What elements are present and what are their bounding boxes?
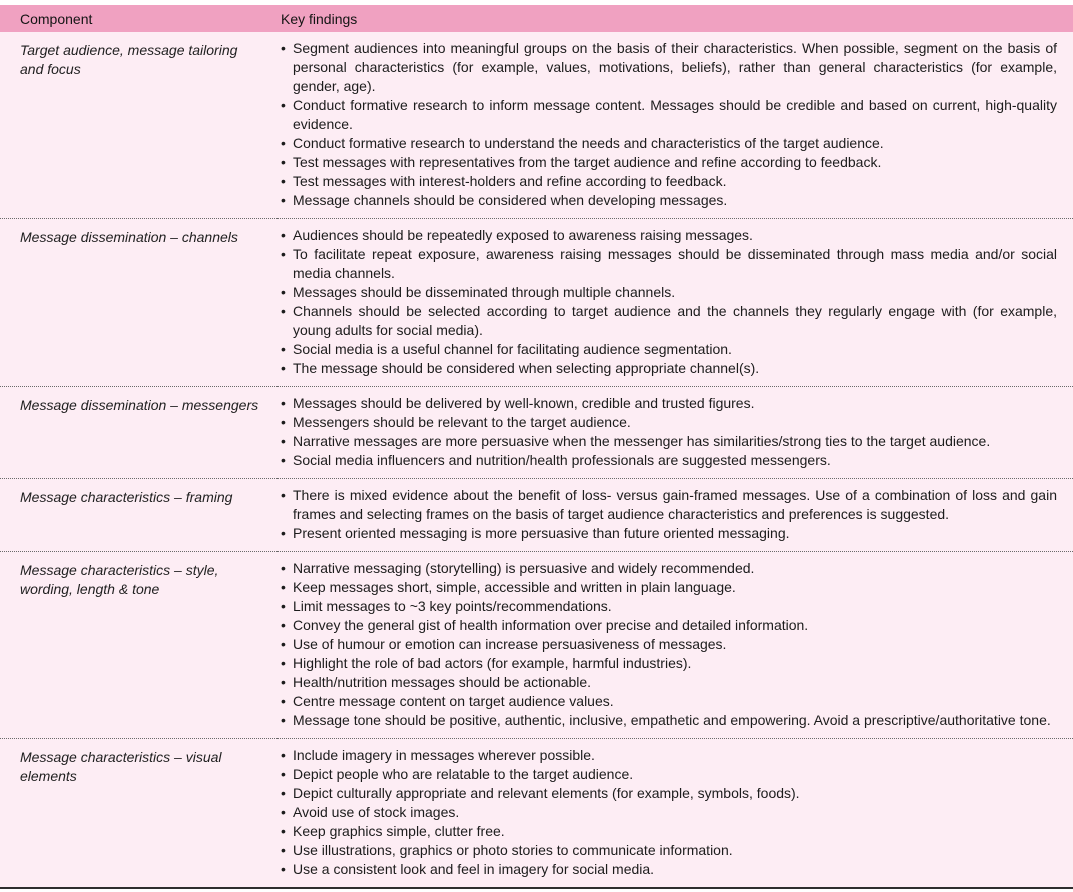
- component-cell: Message dissemination – channels: [0, 219, 277, 387]
- table-row: [0, 32, 1073, 219]
- findings-list: [279, 39, 1057, 210]
- finding-item: • Use a consistent look and feel in imagery for social media.: [279, 860, 1057, 879]
- finding-item: • Conduct formative research to inform message content. Messages should be credible and based on current, high-quality evidence.: [279, 96, 1057, 134]
- finding-item: • Convey the general gist of health information over precise and detailed information.: [279, 616, 1057, 635]
- table-row: [0, 739, 1073, 889]
- finding-item: • Message tone should be positive, authentic, inclusive, empathetic and empowering. Avoid a prescriptive/authoritative tone.: [279, 711, 1057, 730]
- finding-item: • Social media is a useful channel for facilitating audience segmentation.: [279, 340, 1057, 359]
- findings-list: [279, 486, 1057, 543]
- finding-item: • Conduct formative research to understand the needs and characteristics of the target audience.: [279, 134, 1057, 153]
- finding-item: • There is mixed evidence about the benefit of loss- versus gain-framed messages. Use of a combination of loss and gain frames and selecting frames on the basis of target audience characteristics and preferences is suggested.: [279, 486, 1057, 524]
- findings-cell: [277, 739, 1073, 889]
- table-body: [0, 32, 1073, 888]
- finding-item: • Segment audiences into meaningful groups on the basis of their characteristics. When possible, segment on the basis of personal characteristics (for example, values, motivations, beliefs), rather than general characteristics (for example, gender, age).: [279, 39, 1057, 96]
- finding-item: • Health/nutrition messages should be actionable.: [279, 673, 1057, 692]
- key-findings-table: [0, 5, 1073, 889]
- finding-item: • Highlight the role of bad actors (for example, harmful industries).: [279, 654, 1057, 673]
- table-row: [0, 552, 1073, 739]
- finding-item: • Limit messages to ~3 key points/recommendations.: [279, 597, 1057, 616]
- finding-item: • Messages should be disseminated through multiple channels.: [279, 283, 1057, 302]
- findings-list: [279, 394, 1057, 470]
- component-cell: Message characteristics – style, wording, length & tone: [0, 552, 277, 739]
- findings-cell: [277, 479, 1073, 552]
- table-row: [0, 479, 1073, 552]
- finding-item: • The message should be considered when selecting appropriate channel(s).: [279, 359, 1057, 378]
- table-row: [0, 219, 1073, 387]
- finding-item: • Message channels should be considered when developing messages.: [279, 191, 1057, 210]
- finding-item: • Messages should be delivered by well-known, credible and trusted figures.: [279, 394, 1057, 413]
- findings-cell: [277, 219, 1073, 387]
- finding-item: • Narrative messaging (storytelling) is persuasive and widely recommended.: [279, 559, 1057, 578]
- finding-item: • Avoid use of stock images.: [279, 803, 1057, 822]
- finding-item: • Depict culturally appropriate and relevant elements (for example, symbols, foods).: [279, 784, 1057, 803]
- component-cell: Message dissemination – messengers: [0, 387, 277, 479]
- finding-item: • Include imagery in messages wherever possible.: [279, 746, 1057, 765]
- column-header-key-findings: Key findings: [277, 5, 1073, 32]
- column-header-component: Component: [0, 5, 277, 32]
- component-cell: Message characteristics – framing: [0, 479, 277, 552]
- finding-item: • Social media influencers and nutrition/health professionals are suggested messengers.: [279, 451, 1057, 470]
- findings-list: [279, 746, 1057, 879]
- findings-cell: [277, 32, 1073, 219]
- component-cell: Message characteristics – visual elements: [0, 739, 277, 889]
- finding-item: • Keep messages short, simple, accessible and written in plain language.: [279, 578, 1057, 597]
- finding-item: • Present oriented messaging is more persuasive than future oriented messaging.: [279, 524, 1057, 543]
- findings-cell: [277, 387, 1073, 479]
- component-cell: Target audience, message tailoring and focus: [0, 32, 277, 219]
- findings-list: [279, 226, 1057, 378]
- finding-item: • Depict people who are relatable to the target audience.: [279, 765, 1057, 784]
- finding-item: • Centre message content on target audience values.: [279, 692, 1057, 711]
- finding-item: • Test messages with interest-holders and refine according to feedback.: [279, 172, 1057, 191]
- finding-item: • Channels should be selected according to target audience and the channels they regularly engage with (for example, young adults for social media).: [279, 302, 1057, 340]
- findings-list: [279, 559, 1057, 730]
- finding-item: • Use of humour or emotion can increase persuasiveness of messages.: [279, 635, 1057, 654]
- finding-item: • Audiences should be repeatedly exposed to awareness raising messages.: [279, 226, 1057, 245]
- finding-item: • Use illustrations, graphics or photo stories to communicate information.: [279, 841, 1057, 860]
- finding-item: • Test messages with representatives from the target audience and refine according to feedback.: [279, 153, 1057, 172]
- finding-item: • To facilitate repeat exposure, awareness raising messages should be disseminated through mass media and/or social media channels.: [279, 245, 1057, 283]
- finding-item: • Narrative messages are more persuasive when the messenger has similarities/strong ties to the target audience.: [279, 432, 1057, 451]
- finding-item: • Messengers should be relevant to the target audience.: [279, 413, 1057, 432]
- table-header-row: [0, 5, 1073, 32]
- table-row: [0, 387, 1073, 479]
- findings-cell: [277, 552, 1073, 739]
- finding-item: • Keep graphics simple, clutter free.: [279, 822, 1057, 841]
